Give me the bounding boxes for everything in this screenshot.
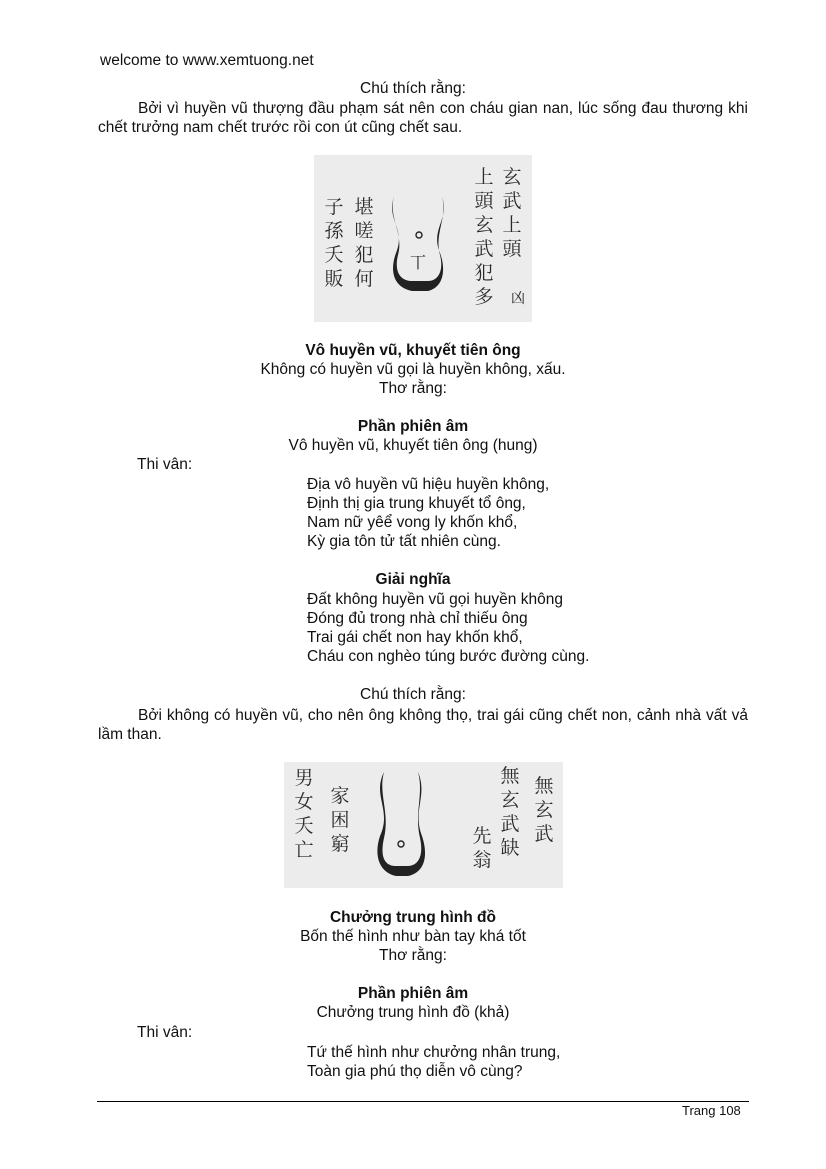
section2-phien-am-line: Vô huyền vũ, khuyết tiên ông (hung)	[288, 437, 538, 454]
figure2-col-l1: 家困窮	[330, 785, 350, 855]
page-number: Trang 108	[682, 1103, 741, 1118]
note-title-2: Chú thích rằng:	[360, 686, 466, 703]
site-header: welcome to www.xemtuong.net	[100, 52, 314, 69]
mountain-shape-icon	[382, 189, 452, 304]
section2-phien-am-title: Phần phiên âm	[357, 418, 469, 435]
figure-xuan-wu-top	[314, 155, 532, 322]
section2-giai-nghia-title: Giải nghĩa	[375, 571, 451, 588]
section2-verse	[307, 475, 549, 551]
section3-phien-am-line: Chưởng trung hình đồ (khả)	[316, 1004, 510, 1021]
figure2-col-r2: 無玄武缺	[500, 765, 520, 859]
figure1-col-r2: 上頭玄武犯多	[474, 166, 494, 308]
note-paragraph-1	[98, 99, 748, 137]
section2-thi-van: Thi vân:	[137, 456, 193, 473]
section3-title: Chưởng trung hình đồ	[329, 909, 496, 926]
section2-title: Vô huyền vũ, khuyết tiên ông	[305, 342, 521, 359]
note-paragraph-2	[98, 706, 748, 744]
mountain-shape-icon	[366, 766, 436, 884]
section2-subtitle: Không có huyền vũ gọi là huyền không, xấu.	[260, 361, 566, 378]
verse-line: Nam nữ yêể vong ly khốn khổ,	[307, 514, 518, 531]
figure1-col-l2: 子孫夭販	[324, 196, 344, 290]
verse-line: Định thị gia trung khuyết tổ ông,	[307, 495, 526, 512]
section3-phien-am-title: Phần phiên âm	[357, 985, 469, 1002]
note-text-2: Bởi không có huyền vũ, cho nên ông không thọ, trai gái cũng chết non, cảnh nhà vất vả lầm than.	[98, 707, 748, 743]
figure1-center-glyph: 丅	[409, 253, 426, 272]
verse-line: Toàn gia phú thọ diễn vô cùng?	[307, 1063, 523, 1080]
verse-line: Tứ thế hình như chưởng nhân trung,	[307, 1044, 561, 1061]
figure1-col-r1: 玄武上頭	[502, 166, 522, 260]
figure1-col-l1: 堪嗟犯何	[354, 196, 374, 290]
section3-verse	[307, 1043, 560, 1081]
note-text-1: Bởi vì huyền vũ thượng đầu phạm sát nên con cháu gian nan, lúc sống đau thương khi chết trưởng nam chết trước rồi con út cũng chết sau.	[98, 100, 748, 136]
verse-line: Địa vô huyền vũ hiệu huyền không,	[307, 476, 550, 493]
figure2-col-r1: 無玄武	[534, 775, 554, 845]
section3-poem-intro: Thơ rằng:	[379, 947, 447, 964]
figure1-small-glyph: 凶	[511, 291, 525, 307]
verse-line: Kỳ gia tôn tử tất nhiên cùng.	[307, 533, 501, 550]
figure-no-xuan-wu	[284, 762, 563, 888]
section2-meaning	[307, 590, 589, 666]
section2-poem-intro: Thơ rằng:	[379, 380, 447, 397]
section3-thi-van: Thi vân:	[137, 1024, 193, 1041]
section3-subtitle: Bốn thế hình như bàn tay khá tốt	[300, 928, 526, 945]
meaning-line: Đóng đủ trong nhà chỉ thiếu ông	[307, 610, 528, 627]
note-title-1: Chú thích rằng:	[360, 80, 466, 97]
figure2-col-r3: 先翁	[472, 825, 492, 871]
meaning-line: Cháu con nghèo túng bước đường cùng.	[307, 648, 590, 665]
footer-divider	[97, 1101, 749, 1102]
meaning-line: Trai gái chết non hay khốn khổ,	[307, 629, 523, 646]
figure2-col-l2: 男女夭亡	[294, 767, 314, 861]
meaning-line: Đất không huyền vũ gọi huyền không	[307, 591, 563, 608]
